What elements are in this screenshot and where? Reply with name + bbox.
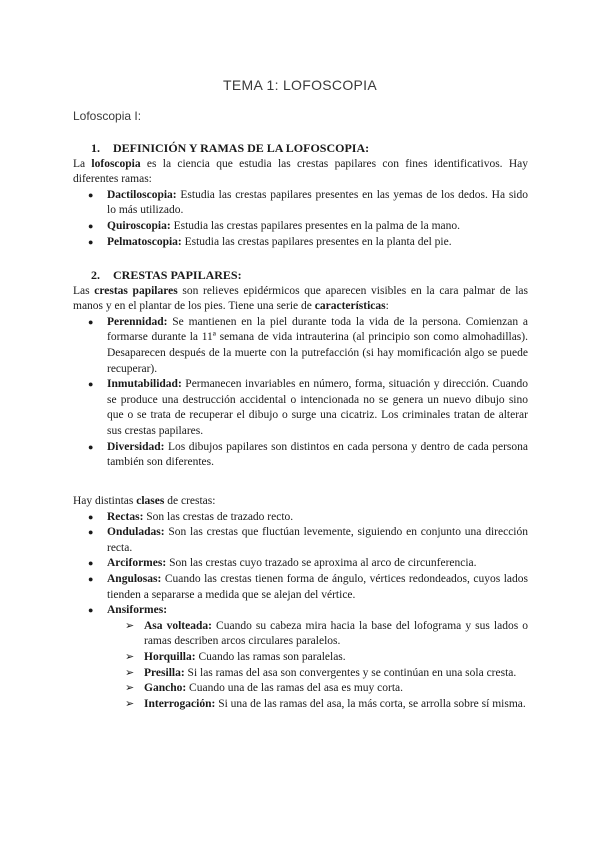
item-text: Cuando las crestas tienen forma de ángulo, vértices redondeados, cuyos lados tienden a separarse a medida que se alejan del vértice.: [107, 572, 528, 601]
page-subtitle: Lofoscopia I:: [73, 109, 142, 123]
section-number: 2.: [91, 268, 100, 282]
item-term: Pelmatoscopia:: [107, 235, 182, 248]
item-term: Ansiformes:: [107, 604, 168, 617]
bold-term: crestas papilares: [94, 284, 178, 297]
item-text: Son las crestas que fluctúan levemente, siguiendo en conjunto una dirección recta.: [107, 526, 528, 554]
list-item: [107, 188, 528, 219]
list-item: [107, 377, 528, 439]
list-item: [107, 525, 528, 556]
item-term: Horquilla:: [144, 650, 196, 663]
item-text: Estudia las crestas papilares presentes en las yemas de los dedos. Ha sido lo más utilizado.: [107, 188, 528, 217]
section-definicion: [73, 141, 528, 250]
section-heading-text: DEFINICIÓN Y RAMAS DE LA LOFOSCOPIA:: [113, 141, 370, 155]
item-term: Dactiloscopia:: [107, 188, 177, 201]
list-item: [107, 315, 528, 377]
text: :: [385, 300, 389, 313]
page-title: TEMA 1: LOFOSCOPIA: [223, 77, 377, 93]
text: de crestas:: [164, 495, 216, 507]
section-heading: [91, 141, 528, 157]
list-item: [107, 235, 528, 251]
item-term: Perennidad:: [107, 315, 168, 328]
item-text: Permanecen invariables en número, forma, situación y dirección. Cuando se produce una destrucción accidental o intencionada no se genera un nuevo dibujo sino que o se trata de recuperar el dibujo o surge una cicatriz. Los criminales tratan de alterar sus crestas papilares.: [107, 378, 528, 437]
bullet-list: [73, 188, 528, 250]
section-heading: [91, 268, 528, 284]
text: Hay distintas: [73, 495, 137, 507]
text: son relieves epidérmicos que aparecen visibles en la cara palmar de las manos y en el plantar de los pies. Tiene una serie de: [73, 284, 528, 313]
section-crestas: [73, 268, 528, 471]
item-text: Cuando una de las ramas del asa es muy corta.: [186, 682, 404, 695]
item-term: Rectas:: [107, 510, 144, 523]
item-term: Asa volteada:: [144, 619, 212, 632]
sublist-item: [144, 666, 528, 682]
bold-term: lofoscopia: [91, 157, 141, 170]
item-term: Diversidad:: [107, 440, 165, 453]
item-text: Cuando las ramas son paralelas.: [195, 650, 346, 663]
item-text: Son las crestas de trazado recto.: [143, 510, 294, 523]
paragraph: [73, 157, 528, 188]
item-text: Si las ramas del asa son convergentes y se continúan en una sola cresta.: [184, 666, 517, 679]
list-item: [107, 510, 528, 526]
bullet-list: [73, 510, 528, 713]
section-heading-text: CRESTAS PAPILARES:: [113, 268, 242, 282]
item-term: Inmutabilidad:: [107, 378, 182, 391]
item-text: Cuando su cabeza mira hacia la base del lofograma y sus lados o ramas describen arcos circulares paralelos.: [144, 619, 529, 648]
item-term: Gancho:: [144, 682, 187, 695]
item-text: Estudia las crestas papilares presentes en la palma de la mano.: [170, 219, 460, 232]
item-term: Angulosas:: [107, 572, 162, 585]
section-clases: [73, 494, 528, 712]
bold-term: características: [314, 300, 386, 313]
bullet-list: [73, 315, 528, 471]
item-term: Quiroscopia:: [107, 219, 171, 232]
sublist-item: [144, 619, 528, 650]
bold-term: clases: [136, 495, 165, 507]
text: La: [73, 157, 92, 170]
text: es la ciencia que estudia las crestas papilares con fines identificativos. Hay diferentes ramas:: [73, 157, 528, 186]
paragraph: [73, 494, 528, 510]
item-term: Arciformes:: [107, 557, 167, 570]
item-term: Interrogación:: [144, 697, 216, 710]
item-text: Estudia las crestas papilares presentes en la planta del pie.: [181, 235, 452, 248]
item-text: Si una de las ramas del asa, la más corta, se arrolla sobre sí misma.: [215, 697, 526, 710]
list-item: [107, 603, 528, 712]
sublist-item: [144, 697, 528, 713]
paragraph: [73, 284, 528, 315]
list-item: [107, 440, 528, 471]
list-item: [107, 572, 528, 603]
arrow-sublist: [107, 619, 528, 713]
list-item: [107, 556, 528, 572]
item-term: Presilla:: [144, 666, 185, 679]
item-text: Son las crestas cuyo trazado se aproxima al arco de circunferencia.: [166, 557, 477, 570]
sublist-item: [144, 681, 528, 697]
item-text: Los dibujos papilares son distintos en cada persona y dentro de cada persona también son diferentes.: [107, 440, 528, 469]
item-text: Se mantienen en la piel durante toda la vida de la persona. Comienzan a formarse durante la 11ª semana de vida intrauterina (al principio son como almohadillas). Desaparecen después de la muerte con la putrefacción (si hay momificación algo se puede recuperar).: [107, 315, 528, 375]
list-item: [107, 219, 528, 235]
text: Las: [73, 284, 95, 297]
sublist-item: [144, 650, 528, 666]
section-number: 1.: [91, 141, 100, 155]
item-term: Onduladas:: [107, 526, 165, 539]
